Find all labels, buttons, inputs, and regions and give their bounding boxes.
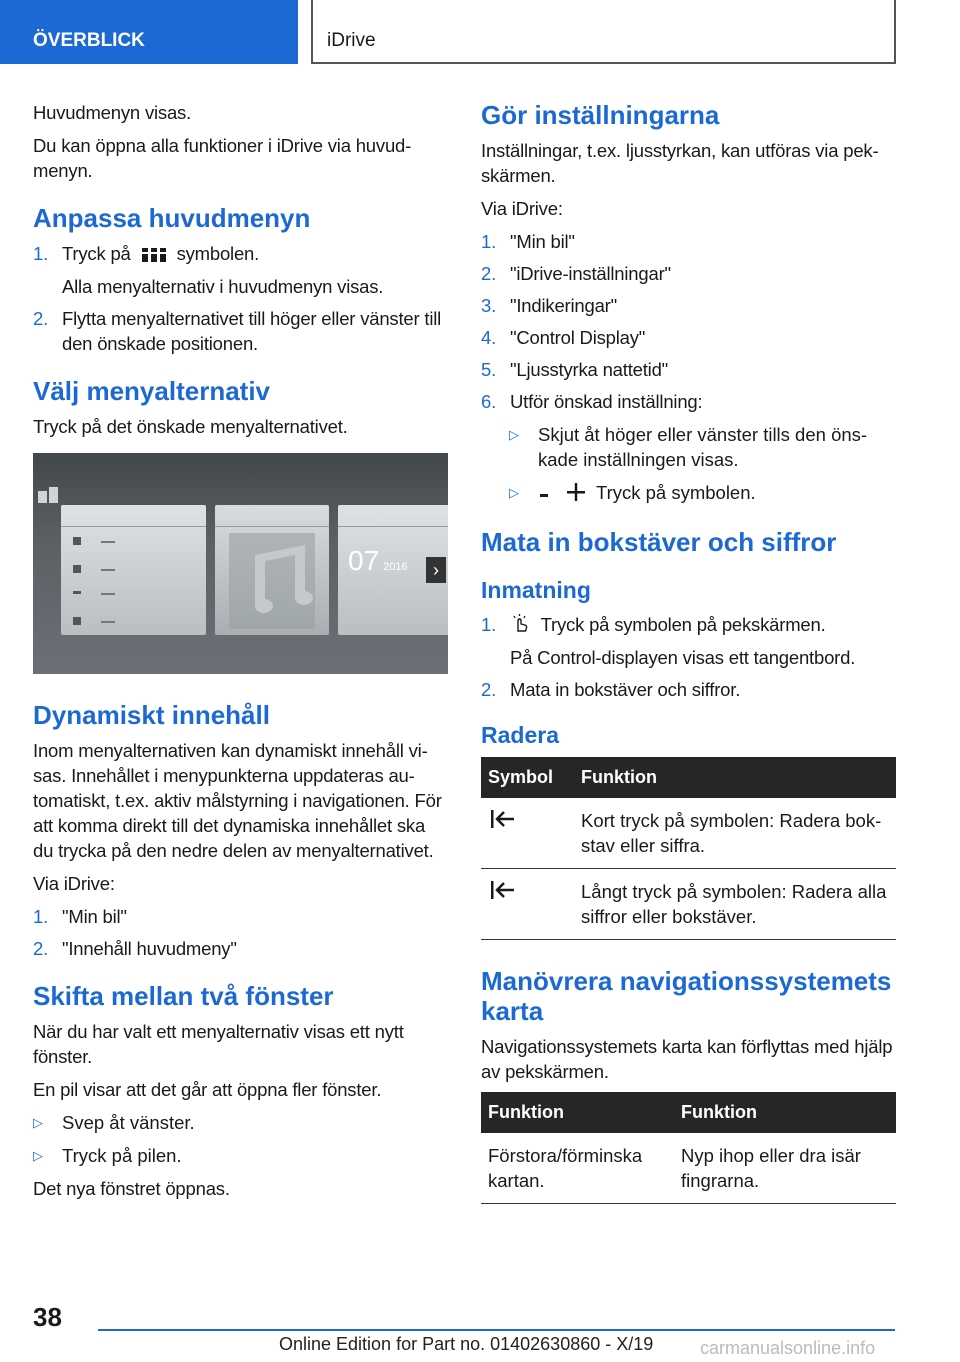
step-text: "Ljusstyrka nattetid" — [510, 359, 669, 380]
step-number: 3. — [481, 295, 497, 316]
step-text-before: Tryck på — [62, 243, 131, 264]
table-header-row — [481, 757, 896, 798]
list-item — [481, 389, 896, 414]
backspace-icon — [488, 813, 518, 834]
list-item — [33, 241, 448, 299]
table-header-row — [481, 1092, 896, 1133]
switch-text-2: En pil visar att det går att öppna fler fönster. — [33, 1078, 382, 1100]
step-number: 2. — [33, 307, 49, 329]
dynamic-text: Inom menyalternativen kan dynamiskt innehåll visas. Innehållet i menypunkterna uppdateras automatiskt, t.ex. aktiv målstyrning i navigationen. För att komma direkt till det dynamiska innehållet ska du trycka på den nedre delen av menyalternativet. — [33, 739, 442, 861]
intro-text-1: Huvudmenyn visas. — [33, 102, 192, 123]
page-header — [0, 0, 960, 66]
date-display: 07 2016 — [348, 544, 408, 576]
page-number: 38 — [33, 1302, 62, 1332]
via-idrive-label: Via iDrive: — [481, 198, 563, 219]
settings-steps — [481, 229, 896, 414]
touch-hand-icon — [510, 613, 530, 639]
step-text: "Min bil" — [510, 231, 575, 252]
customize-steps — [33, 241, 448, 356]
table-cell-symbol — [481, 798, 574, 869]
menu-panel-car — [61, 505, 206, 635]
list-item — [33, 936, 448, 961]
table-row — [481, 798, 896, 869]
select-text: Tryck på det önskade menyalternativet. — [33, 415, 348, 437]
chapter-tab: iDrive — [311, 0, 896, 64]
step-number: 2. — [481, 678, 497, 700]
list-item — [481, 229, 896, 254]
menu-panel-media — [215, 505, 329, 635]
right-column — [481, 100, 896, 1214]
bullet-text: Skjut åt höger eller vänster tills den önskade inställningen visas. — [538, 424, 868, 470]
step-number: 1. — [481, 231, 497, 252]
table-header-cell: Symbol — [481, 757, 574, 798]
step-number: 1. — [33, 905, 49, 927]
backspace-icon — [488, 884, 518, 905]
table-cell: Nyp ihop eller dra isär fingrarna. — [674, 1133, 896, 1204]
bullet-text: Tryck på pilen. — [62, 1144, 182, 1166]
list-item — [481, 357, 896, 382]
section-tab: ÖVERBLICK — [0, 0, 298, 64]
table-header-cell: Funktion — [674, 1092, 896, 1133]
heading-radera: Radera — [481, 721, 559, 748]
heading-inmatning: Inmatning — [481, 576, 591, 603]
step-number: 5. — [481, 359, 497, 380]
next-window-arrow-icon[interactable]: › — [426, 557, 446, 583]
heading-customize: Anpassa huvudmenyn — [33, 203, 311, 233]
menu-panel-communication — [338, 505, 448, 635]
triangle-bullet-icon: ▷ — [33, 1147, 43, 1163]
heading-dynamic: Dynamiskt innehåll — [33, 699, 270, 730]
switch-bullets — [33, 1110, 448, 1168]
footer-divider — [98, 1329, 895, 1331]
music-note-icon — [215, 527, 329, 635]
step-text: "Min bil" — [62, 905, 127, 927]
list-item — [481, 261, 896, 286]
step-text: Utför önskad inställning: — [510, 391, 703, 412]
step-number: 6. — [481, 391, 497, 412]
step-text: "Innehåll huvudmeny" — [62, 937, 237, 959]
bullet-text: Tryck på symbolen. — [595, 482, 756, 503]
triangle-bullet-icon: ▷ — [33, 1114, 43, 1130]
step-number: 4. — [481, 327, 497, 348]
list-item — [509, 480, 896, 507]
input-steps — [481, 612, 896, 702]
table-cell-symbol — [481, 868, 574, 939]
list-item — [481, 677, 896, 702]
list-item — [33, 1110, 448, 1135]
step-text: "iDrive-inställningar" — [510, 263, 671, 284]
list-item — [33, 904, 448, 929]
step-text: Flytta menyalternativet till höger eller vänster till den önskade positionen. — [62, 307, 442, 354]
idrive-screen-image — [33, 453, 448, 674]
table-cell-function: Kort tryck på symbolen: Radera bokstav eller siffra. — [574, 798, 896, 869]
step-number: 1. — [481, 613, 497, 635]
list-item — [33, 1143, 448, 1168]
settings-text: Inställningar, t.ex. ljusstyrkan, kan utföras via pekskärmen. — [481, 140, 879, 186]
table-cell: Förstora/förminska kartan. — [481, 1133, 674, 1204]
plus-icon — [567, 482, 585, 507]
table-header-cell: Funktion — [574, 757, 896, 798]
left-column — [33, 100, 448, 1209]
table-header-cell: Funktion — [481, 1092, 674, 1133]
step-subtext: På Control-displayen visas ett tangentbord. — [510, 646, 856, 668]
minus-icon — [538, 482, 550, 507]
step-number: 2. — [481, 263, 497, 284]
step-text: "Indikeringar" — [510, 295, 617, 316]
step-subtext: Alla menyalternativ i huvudmenyn visas. — [62, 275, 384, 297]
step-text: Tryck på symbolen på pekskärmen. — [540, 613, 826, 635]
heading-select: Välj menyalternativ — [33, 375, 270, 406]
list-item — [33, 306, 448, 356]
triangle-bullet-icon: ▷ — [509, 427, 519, 442]
table-row — [481, 1133, 896, 1204]
settings-bullets — [509, 422, 896, 507]
footer-edition: Online Edition for Part no. 01402630860 - X/19 — [279, 1334, 654, 1354]
bullet-text: Svep åt vänster. — [62, 1111, 195, 1133]
list-item — [481, 293, 896, 318]
step-text: Mata in bokstäver och siffror. — [510, 678, 741, 700]
step-number: 2. — [33, 937, 49, 959]
table-row — [481, 868, 896, 939]
switch-text-3: Det nya fönstret öppnas. — [33, 1177, 230, 1199]
list-item — [481, 612, 896, 670]
table-cell-function: Långt tryck på symbolen: Radera alla siffror eller bokstäver. — [574, 868, 896, 939]
switch-text-1: När du har valt ett menyalternativ visas ett nytt fönster. — [33, 1020, 404, 1067]
heading-settings: Gör inställningarna — [481, 100, 720, 130]
heading-input: Mata in bokstäver och siffror — [481, 526, 837, 557]
dynamic-steps — [33, 904, 448, 961]
navigation-text: Navigationssystemets karta kan förflyttas med hjälp av pekskärmen. — [481, 1035, 893, 1082]
radera-table — [481, 757, 896, 940]
menu-grid-icon — [142, 243, 166, 268]
list-item — [509, 422, 896, 472]
navigation-table — [481, 1092, 896, 1204]
triangle-bullet-icon: ▷ — [509, 485, 519, 500]
step-number: 1. — [33, 243, 49, 264]
via-idrive-label: Via iDrive: — [33, 872, 115, 894]
watermark: carmanualsonline.info — [700, 1338, 876, 1358]
heading-navigation: Manövrera navigationssystemets karta — [481, 965, 892, 1026]
menu-icon — [38, 487, 60, 505]
heading-switch: Skifta mellan två fönster — [33, 980, 334, 1011]
step-text: "Control Display" — [510, 327, 646, 348]
list-item — [481, 325, 896, 350]
intro-text-2: Du kan öppna alla funktioner i iDrive via huvudmenyn. — [33, 135, 412, 181]
step-text-after: symbolen. — [176, 243, 260, 264]
